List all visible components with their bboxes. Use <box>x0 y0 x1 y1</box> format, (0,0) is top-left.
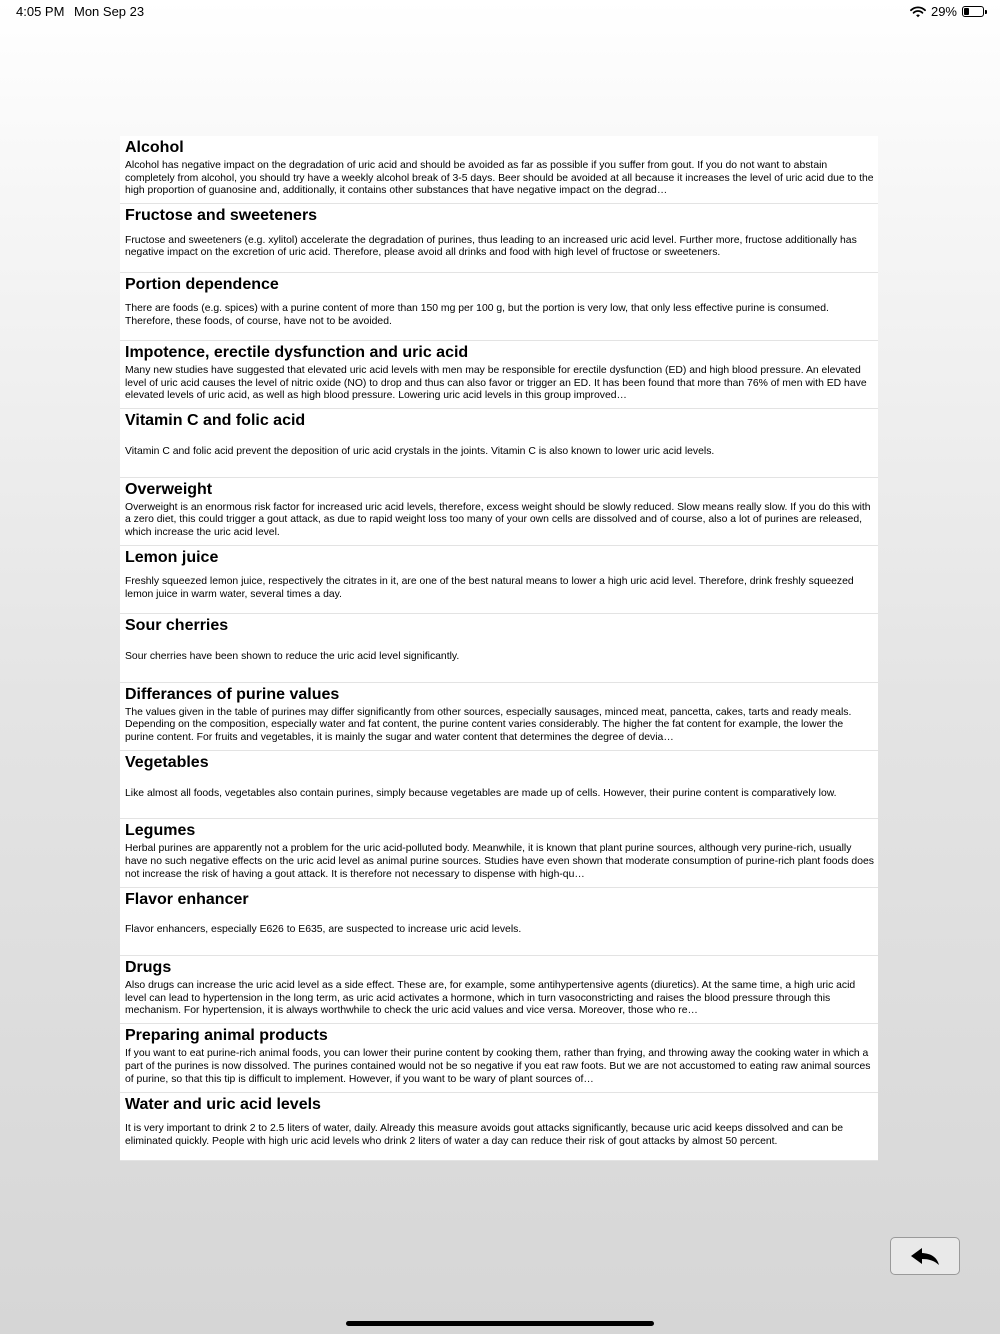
tip-card[interactable] <box>120 614 878 682</box>
undo-arrow-icon <box>907 1245 943 1267</box>
tip-card[interactable] <box>120 819 878 887</box>
tip-title: Overweight <box>125 481 213 498</box>
battery-percent: 29% <box>930 4 957 19</box>
tip-card[interactable] <box>120 546 878 614</box>
tip-card[interactable] <box>120 751 878 819</box>
tip-text: Many new studies have suggested that elevated uric acid levels with men may be responsible for erectile dysfunction (ED) and high blood pressure. An elevated level of uric acid causes the level of nitric oxide (NO) to drop and thus can also favor or trigger an ED. It has been found that more than 76% of men with ED have elevated levels of uric acid, as well as high blood pressure. Lowering uric acid levels in this group improved… <box>125 365 867 402</box>
tip-card[interactable] <box>120 409 878 477</box>
tip-text: Also drugs can increase the uric acid level as a side effect. These are, for example, some antihypertensive agents (diuretics). At the same time, a high uric acid level can lead to hypertension in the long term, as uric acid activates a hormone, which in turn vasoconstricting and raises the blood pressure through this mechanism. For hypertension, it is always worthwhile to check the uric acid values and vice versa. Moreover, those who re… <box>125 980 856 1017</box>
tip-title: Water and uric acid levels <box>125 1096 321 1113</box>
tip-card[interactable] <box>120 888 878 956</box>
tip-title: Vitamin C and folic acid <box>125 413 306 430</box>
tip-card[interactable] <box>120 683 878 751</box>
tip-card[interactable] <box>120 1093 878 1161</box>
tip-card[interactable] <box>120 136 878 204</box>
tip-card[interactable] <box>120 1024 878 1092</box>
tip-text: Vitamin C and folic acid prevent the deposition of uric acid crystals in the joints. Vitamin C is also known to lower uric acid levels. <box>125 446 715 458</box>
tip-title: Alcohol <box>125 140 184 156</box>
battery-level-fill <box>964 8 969 15</box>
tip-card[interactable] <box>120 478 878 546</box>
tip-title: Sour cherries <box>125 618 229 635</box>
tip-card[interactable] <box>120 204 878 272</box>
tip-text: Fructose and sweeteners (e.g. xylitol) accelerate the degradation of purines, thus leading to an increased uric acid level. Further more, fructose additionally has negative impact on the excretion of uric acid. Therefore, please avoid all drinks and food with high level of fructose or sweeteners. <box>125 234 857 259</box>
battery-nub <box>985 10 987 14</box>
tips-list[interactable] <box>120 136 878 1161</box>
tip-title: Vegetables <box>125 754 209 771</box>
wifi-icon <box>910 6 926 18</box>
tip-title: Drugs <box>125 959 172 976</box>
tip-card[interactable] <box>120 956 878 1024</box>
tip-text: It is very important to drink 2 to 2.5 liters of water, daily. Already this measure avoids gout attacks significantly, because uric acid keeps dissolved and can be eliminated quickly. People with high uric acid levels who drink 2 liters of water a day can reduce their risk of gout attacks by almost 50 percent. <box>125 1123 844 1147</box>
tip-text: If you want to eat purine-rich animal foods, you can lower their purine content by cooking them, rather than frying, and throwing away the cooking water in which a part of the purines is now dissolved. The purines contained would not be so negative if you eat raw foots. But we are not accustomed to eating raw animal sources of purine, so that this tip is difficult to implement. However, if you want to be wary of plant sources of… <box>125 1048 871 1085</box>
back-button[interactable] <box>890 1237 960 1275</box>
status-bar <box>0 0 1000 24</box>
tip-text: Overweight is an enormous risk factor for increased uric acid levels, therefore, excess weight should be slowly reduced. Slow means really slow. If you do this with a zero diet, this could trigger a gout attack, as due to rapid weight loss too many of your own cells are dissolved and of course, also a lot of purines are released, which increase the uric acid level. <box>125 501 871 538</box>
tip-title: Differances of purine values <box>125 686 340 703</box>
tip-text: Alcohol has negative impact on the degradation of uric acid and should be avoided as far as possible if you suffer from gout. If you do not want to abstain completely from alcohol, you should try have a weekly alcohol break of 3-5 days. Beer should be avoided at all because it increases the level of uric acid due to the high proportion of guanosine and, additionally, it contains other substances that have negative impact on the degrad… <box>125 160 874 197</box>
tip-title: Flavor enhancer <box>125 891 249 908</box>
tip-text: Like almost all foods, vegetables also contain purines, simply because vegetables are made up of cells. However, their purine content is comparatively low. <box>125 787 837 799</box>
status-date: Mon Sep 23 <box>74 4 145 19</box>
status-indicators <box>910 4 984 19</box>
tip-text: There are foods (e.g. spices) with a purine content of more than 150 mg per 100 g, but the portion is very low, that only less effective purine is consumed. Therefore, these foods, of course, have not to be avoided. <box>125 303 829 327</box>
tip-title: Impotence, erectile dysfunction and uric acid <box>125 344 469 361</box>
tip-text: Sour cherries have been shown to reduce the uric acid level significantly. <box>125 651 460 662</box>
tip-title: Legumes <box>125 823 196 840</box>
tip-text: Flavor enhancers, especially E626 to E635, are suspected to increase uric acid levels. <box>125 924 522 936</box>
tip-card[interactable] <box>120 341 878 409</box>
tip-text: The values given in the table of purines may differ significantly from other sources, especially sausages, minced meat, pancetta, cakes, tarts and ready meals. Depending on the composition, especially water and fat content, the purine content varies considerably. The higher the fat content for example, the lower the purine content. For fruits and vegetables, it is mainly the sugar and water content that determines the degree of devia… <box>125 706 852 743</box>
tip-card[interactable] <box>120 273 878 341</box>
status-time: 4:05 PM <box>16 4 65 19</box>
tip-title: Preparing animal products <box>125 1028 328 1045</box>
battery-icon <box>962 6 984 17</box>
tip-title: Lemon juice <box>125 549 219 566</box>
home-indicator <box>346 1321 654 1326</box>
tip-title: Fructose and sweeteners <box>125 208 318 225</box>
tip-text: Freshly squeezed lemon juice, respectively the citrates in it, are one of the best natural means to lower a high uric acid level. Therefore, drink freshly squeezed lemon juice in warm water, several times a day. <box>125 576 854 600</box>
tip-text: Herbal purines are apparently not a problem for the uric acid-polluted body. Meanwhile, it is known that plant purine sources, although very purine-rich, usually have no such negative effects on the uric acid level as animal purine sources. Studies have even shown that moderate consumption of purine-rich plant foods does not increase the risk of having a gout attack. It is therefore not necessary to dispense with high-qu… <box>125 843 874 880</box>
tip-title: Portion dependence <box>125 276 279 293</box>
